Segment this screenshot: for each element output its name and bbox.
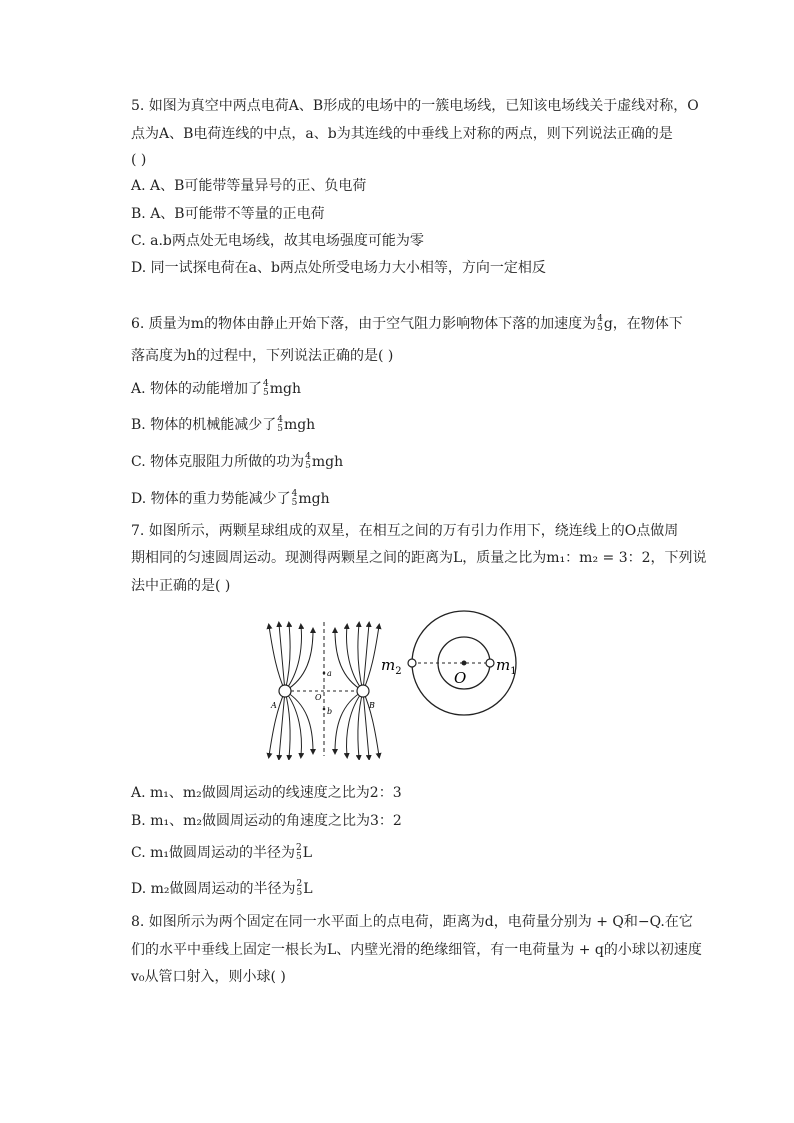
q8-line1: 8. 如图所示为两个固定在同一水平面上的点电荷，距离为d，电荷量分别为 + Q和−Q.在它 <box>131 914 693 930</box>
label-a-charge: A <box>271 701 277 710</box>
fraction: 4 5 <box>263 379 269 398</box>
q6-option-c: C. 物体克服阻力所做的功为 4 5 mgh <box>131 452 344 471</box>
star-m2 <box>408 659 416 667</box>
label-point-a: a <box>327 669 332 678</box>
q5-option-c: C. a.b两点处无电场线，故其电场强度可能为零 <box>131 233 424 249</box>
label-m2: $m_2$ <box>381 656 402 677</box>
charge-b <box>357 685 369 697</box>
q5-option-b: B. A、B可能带不等量的正电荷 <box>131 206 325 222</box>
binary-star-diagram <box>378 608 543 748</box>
fraction: 2 5 <box>296 879 303 898</box>
fraction: 4 5 <box>597 314 603 333</box>
electric-field-diagram <box>265 618 385 760</box>
q5-line1: 5. 如图为真空中两点电荷A、B形成的电场中的一簇电场线，已知该电场线关于虚线对称，O <box>131 98 699 114</box>
charge-a <box>279 685 291 697</box>
q7-line3: 法中正确的是( ) <box>131 578 231 594</box>
q8-line2: 们的水平中垂线上固定一根长为L、内壁光滑的绝缘细管，有一电荷量为 + q的小球以初速度 <box>131 942 702 958</box>
star-m1 <box>486 659 494 667</box>
q7-line1: 7. 如图所示，两颗星球组成的双星，在相互之间的万有引力作用下，绕连线上的O点做周 <box>131 523 679 539</box>
q7-option-b: B. m₁、m₂做圆周运动的角速度之比为3：2 <box>131 813 402 829</box>
center-o <box>462 661 467 666</box>
q5-line2: 点为A、B电荷连线的中点，a、b为其连线的中垂线上对称的两点，则下列说法正确的是 <box>131 126 673 142</box>
q7-option-d: D. m₂做圆周运动的半径为 2 5 L <box>131 879 313 898</box>
q6-option-d: D. 物体的重力势能减少了 4 5 mgh <box>131 489 330 508</box>
label-o: O <box>315 693 322 702</box>
q7-option-c: C. m₁做圆周运动的半径为 2 5 L <box>131 843 313 862</box>
q5-option-a: A. A、B可能带等量异号的正、负电荷 <box>131 178 367 194</box>
fraction: 2 5 <box>296 843 302 862</box>
q6-line2: 落高度为h的过程中，下列说法正确的是( ) <box>131 348 394 364</box>
q5-line3: ( ) <box>131 152 147 168</box>
q5-option-d: D. 同一试探电荷在a、b两点处所受电场力大小相等，方向一定相反 <box>131 260 546 276</box>
label-center-o: O <box>454 669 467 687</box>
q8-line3: v₀从管口射入，则小球( ) <box>131 969 286 985</box>
label-m1: $m_1$ <box>496 656 517 677</box>
q7-line2: 期相同的匀速圆周运动。现测得两颗星之间的距离为L，质量之比为m₁：m₂ = 3：2，下列说 <box>131 550 707 566</box>
q6-option-b: B. 物体的机械能减少了 4 5 mgh <box>131 415 316 434</box>
fraction: 4 5 <box>291 489 298 508</box>
fraction: 4 5 <box>305 452 311 471</box>
q6-option-a: A. 物体的动能增加了 4 5 mgh <box>131 379 302 398</box>
q6-line1: 6. 质量为m的物体由静止开始下落，由于空气阻力影响物体下落的加速度为 4 5 g，在物体下 <box>131 314 683 333</box>
fraction: 4 5 <box>277 415 283 434</box>
label-point-b: b <box>327 707 333 716</box>
label-b-charge: B <box>369 701 375 710</box>
q7-option-a: A. m₁、m₂做圆周运动的线速度之比为2：3 <box>131 785 402 801</box>
